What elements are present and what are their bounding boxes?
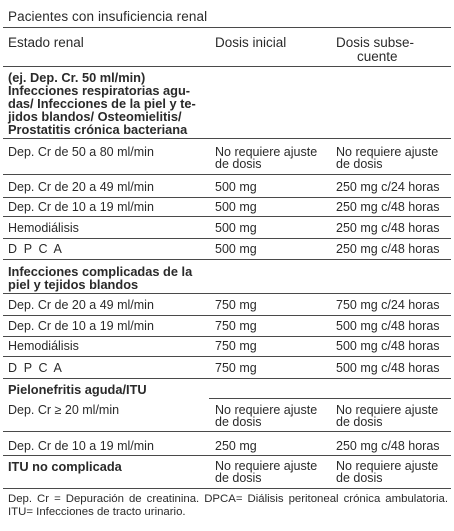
table-row-subsecuente: 250 mg c/24 horas — [336, 180, 440, 194]
row-rule — [3, 174, 451, 175]
footnote: Dep. Cr = Depuración de creatinina. DPCA= Diálisis peritoneal crónica ambulatoria. ITU= Infecciones de tracto urinario. — [8, 493, 448, 518]
table-row-estado: Dep. Cr de 50 a 80 ml/min — [8, 145, 154, 159]
table-row-inicial: 500 mg — [215, 242, 257, 256]
section2-heading-rule — [3, 293, 451, 294]
table-row-inicial: de dosis — [215, 415, 262, 429]
table-row-estado: Dep. Cr de 20 a 49 ml/min — [8, 298, 154, 312]
table-row-inicial: No requiere ajuste — [215, 459, 318, 473]
row-rule — [3, 315, 451, 316]
table-row-subsecuente: de dosis — [336, 157, 383, 171]
section3-heading: Pielonefritis aguda/ITU — [8, 382, 147, 397]
table-row-inicial: 500 mg — [215, 180, 257, 194]
section2-heading-line: Infecciones complicadas de la — [8, 264, 193, 279]
table-row-estado: Dep. Cr ≥ 20 ml/min — [8, 403, 120, 417]
table-row-inicial: 500 mg — [215, 221, 257, 235]
row-rule — [3, 455, 451, 456]
header-dosis-subsecuente-2: cuente — [357, 49, 398, 64]
section1-heading-line: (ej. Dep. Cr. 50 ml/min) — [8, 70, 146, 85]
table-row-estado: Hemodiálisis — [8, 221, 79, 235]
row-rule — [3, 336, 451, 337]
header-dosis-subsecuente-1: Dosis subse- — [336, 35, 415, 50]
table-row-estado: Dep. Cr de 10 a 19 ml/min — [8, 439, 154, 453]
table-row-inicial: 750 mg — [215, 361, 257, 375]
table-row-inicial: No requiere ajuste — [215, 145, 318, 159]
section3-heading-rule — [209, 398, 451, 399]
bottom-rule — [3, 488, 451, 489]
table-row-subsecuente: 250 mg c/48 horas — [336, 242, 440, 256]
table-row-inicial: de dosis — [215, 471, 262, 485]
table-row-subsecuente: No requiere ajuste — [336, 459, 439, 473]
section1-heading-line: das/ Infecciones de la piel y te- — [8, 96, 196, 111]
table-row-inicial: 750 mg — [215, 339, 257, 353]
table-row-inicial: 750 mg — [215, 298, 257, 312]
table-row-inicial: 250 mg — [215, 439, 257, 453]
table-row-inicial: de dosis — [215, 157, 262, 171]
table-row-inicial: No requiere ajuste — [215, 403, 318, 417]
row-rule — [3, 197, 451, 198]
table-row-estado: D P C A — [8, 361, 64, 375]
table-row-subsecuente: de dosis — [336, 471, 383, 485]
table-row-estado: Dep. Cr de 20 a 49 ml/min — [8, 180, 154, 194]
table-row-estado: Dep. Cr de 10 a 19 ml/min — [8, 319, 154, 333]
table-row-subsecuente: de dosis — [336, 415, 383, 429]
table-row-estado: Hemodiálisis — [8, 339, 79, 353]
table-row-subsecuente: 250 mg c/48 horas — [336, 200, 440, 214]
table-row-inicial: 500 mg — [215, 200, 257, 214]
row-rule — [3, 238, 451, 239]
section1-heading-line: Prostatitis crónica bacteriana — [8, 122, 188, 137]
row-rule — [3, 378, 451, 379]
table-row-subsecuente: 250 mg c/48 horas — [336, 439, 440, 453]
row-rule — [3, 216, 451, 217]
header-dosis-inicial: Dosis inicial — [215, 35, 287, 50]
table-row-subsecuente: 500 mg c/48 horas — [336, 361, 440, 375]
table-title: Pacientes con insuficiencia renal — [8, 9, 208, 24]
table-row-subsecuente: 750 mg c/24 horas — [336, 298, 440, 312]
row-rule — [3, 356, 451, 357]
table-row-subsecuente: No requiere ajuste — [336, 403, 439, 417]
header-rule — [3, 66, 451, 67]
section1-heading-line: Infecciones respiratorias agu- — [8, 83, 191, 98]
table-row-inicial: 750 mg — [215, 319, 257, 333]
table-row-subsecuente: 250 mg c/48 horas — [336, 221, 440, 235]
section1-heading-line: jidos blandos/ Osteomielitis/ — [8, 109, 182, 124]
table-row-estado: D P C A — [8, 242, 64, 256]
section1-heading-rule — [3, 138, 451, 139]
table-row-subsecuente: No requiere ajuste — [336, 145, 439, 159]
section2-heading-line: piel y tejidos blandos — [8, 277, 139, 292]
row-rule — [3, 259, 451, 260]
table-row-subsecuente: 500 mg c/48 horas — [336, 319, 440, 333]
header-estado-renal: Estado renal — [8, 35, 84, 50]
table-row-subsecuente: 500 mg c/48 horas — [336, 339, 440, 353]
top-rule — [3, 27, 451, 28]
table-row-estado: Dep. Cr de 10 a 19 ml/min — [8, 200, 154, 214]
row-rule — [3, 431, 451, 432]
section4-heading: ITU no complicada — [8, 459, 122, 474]
